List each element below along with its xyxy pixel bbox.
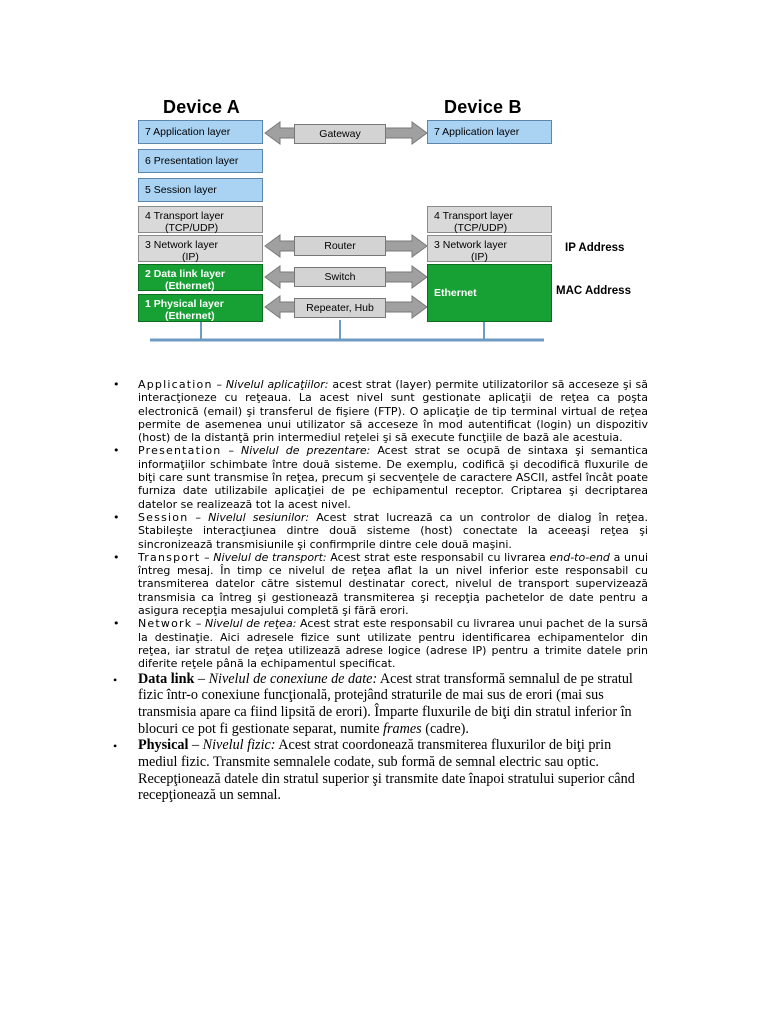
text-datalink-before: Acest strat transformă semnalul de pe stratul fizic într-o conexiune funcţională, protejând straturile de mai sus de erori (mai sus transmisia apare ca fiind lipsită de erori). Împarte fluxurile de biţi din stratul inferior în blocuri ce pot fi gestionate separat, numite bbox=[138, 670, 633, 737]
device-b-ethernet-label: Ethernet bbox=[434, 287, 477, 299]
dash: – bbox=[221, 444, 242, 458]
dash: – bbox=[188, 737, 203, 754]
device-a-application-layer: 7 Application layer bbox=[138, 120, 263, 144]
term-transport: Transport bbox=[138, 550, 201, 564]
device-a-transport-layer: 4 Transport layer (TCP/UDP) bbox=[138, 206, 263, 233]
dash: – bbox=[188, 510, 209, 524]
device-a-title: Device A bbox=[163, 97, 240, 117]
term-datalink: Data link bbox=[138, 670, 195, 687]
device-a-session-layer: 5 Session layer bbox=[138, 178, 263, 202]
text-presentation: Acest strat se ocupă de sintaxa şi semantica informaţiilor schimbate între două sisteme. De exemplu, codifică şi decodifică fluxurile de biţi care sunt transmise în reţea, precum şi secvenţele de caractere ASCII, astfel încât poate furniza date utilizabile aplicaţiei de pe echipamentul receptor. Criptarea şi decriptarea datelor se realizează tot la acest nivel. bbox=[138, 444, 648, 511]
device-b-title: Device B bbox=[444, 97, 522, 117]
term-session: Session bbox=[138, 510, 189, 524]
text-transport-after: a unui întreg mesaj. În timp ce nivelul de reţea aflat la un nivel inferior este responsabil cu transmiterea datelor către sistemul destinatar corect, nivelul de transport supervizează transmisia ca întreg şi gestionează transmiterea şi recepţia pachetelor de date pentru a asigura recepţia mesajului completă şi fără erori. bbox=[138, 550, 648, 618]
italic-transport: Nivelul de transport: bbox=[213, 550, 327, 564]
text-physical: Acest strat coordonează transmiterea fluxurilor de biţi prin mediul fizic. Transmite semnalele codate, sub formă de semnal electric sau optic. Recepţionează datele din stratul superior şi transmite date înapoi stratului superior când recepţionează un semnal. bbox=[138, 737, 635, 804]
osi-layer-descriptions bbox=[0, 378, 768, 804]
device-b-application-layer: 7 Application layer bbox=[427, 120, 552, 144]
device-a-physical-layer: 1 Physical layer (Ethernet) bbox=[138, 294, 263, 322]
italic-session: Nivelul sesiunilor: bbox=[208, 510, 310, 524]
bullet: • bbox=[113, 672, 118, 687]
italic-network: Nivelul de reţea: bbox=[205, 617, 297, 631]
list-item-presentation bbox=[0, 444, 648, 510]
device-a-presentation-layer: 6 Presentation layer bbox=[138, 149, 263, 173]
italic-physical: Nivelul fizic: bbox=[202, 737, 276, 754]
term-application: Application bbox=[138, 378, 213, 391]
term-physical: Physical bbox=[138, 737, 189, 754]
device-a-datalink-layer: 2 Data link layer (Ethernet) bbox=[138, 264, 263, 291]
list-item-datalink bbox=[0, 671, 648, 738]
device-b-network-layer: 3 Network layer (IP) bbox=[427, 235, 552, 262]
italic-presentation: Nivelul de prezentare: bbox=[241, 444, 371, 458]
bullet: • bbox=[113, 739, 118, 754]
term-network: Network bbox=[138, 617, 193, 631]
list-item-transport bbox=[0, 551, 648, 617]
list-item-physical bbox=[0, 737, 648, 804]
device-b-ethernet-block bbox=[427, 264, 552, 322]
list-item-network bbox=[0, 617, 648, 670]
switch-box: Switch bbox=[294, 267, 386, 287]
bullet: • bbox=[113, 617, 120, 631]
dash: – bbox=[194, 670, 209, 687]
ip-address-label: IP Address bbox=[565, 242, 625, 254]
text-session: Acest strat lucrează ca un controlor de dialog în reţea. Stabileşte interacţiunea dintre două sisteme (host) conectate la aceeaşi reţea şi sincronizează transmisiunile şi confirmprile dintre cele două maşini. bbox=[138, 510, 648, 551]
router-box: Router bbox=[294, 236, 386, 256]
list-item-session bbox=[0, 511, 648, 551]
italic-frames: frames bbox=[383, 720, 422, 737]
list-item-application bbox=[0, 378, 648, 444]
text-datalink-after: (cadre). bbox=[421, 720, 469, 737]
bullet: • bbox=[113, 510, 120, 524]
text-transport-before: Acest strat este responsabil cu livrarea bbox=[326, 550, 550, 564]
italic-end-to-end: end-to-end bbox=[549, 550, 610, 564]
device-b-transport-layer: 4 Transport layer (TCP/UDP) bbox=[427, 206, 552, 233]
device-a-network-layer: 3 Network layer (IP) bbox=[138, 235, 263, 262]
text-application: acest strat (layer) permite utilizatorilor să acceseze şi să interacţioneze cu reţeaua. La acest nivel sunt gestionate aplicaţii de reţea ca poşta electronică (email) şi transferul de fişiere (FTP). O aplicaţie de tip terminal virtual de reţea permite de asemenea unui utilizator să acceseze în mod autentificat (login) un dispozitiv (host) de la distanţă prin intermediul reţelei şi să execute funcţiile de bază ale acestuia. bbox=[138, 378, 648, 445]
dash: – bbox=[192, 617, 206, 631]
bullet: • bbox=[113, 378, 120, 391]
mac-address-label: MAC Address bbox=[556, 285, 631, 297]
gateway-box: Gateway bbox=[294, 124, 386, 144]
bullet: • bbox=[113, 550, 120, 564]
osi-model-diagram bbox=[0, 0, 768, 360]
term-presentation: Presentation bbox=[138, 444, 222, 458]
repeater-hub-box: Repeater, Hub bbox=[294, 298, 386, 318]
italic-application: Nivelul aplicaţiilor: bbox=[225, 378, 329, 391]
dash: – bbox=[212, 378, 226, 391]
bullet: • bbox=[113, 444, 120, 458]
italic-datalink: Nivelul de conexiune de date: bbox=[208, 670, 378, 687]
text-network: Acest strat este responsabil cu livrarea unui pachet de la sursă la destinaţie. Aici adresele fizice sunt utilizate pentru identificarea echipamentelor din reţea, iar stratul de reţea utilizează adrese logice (adrese IP) pentru a trimite datele prin diferite reţele până la echipamentul specificat. bbox=[138, 617, 648, 671]
dash: – bbox=[200, 550, 214, 564]
